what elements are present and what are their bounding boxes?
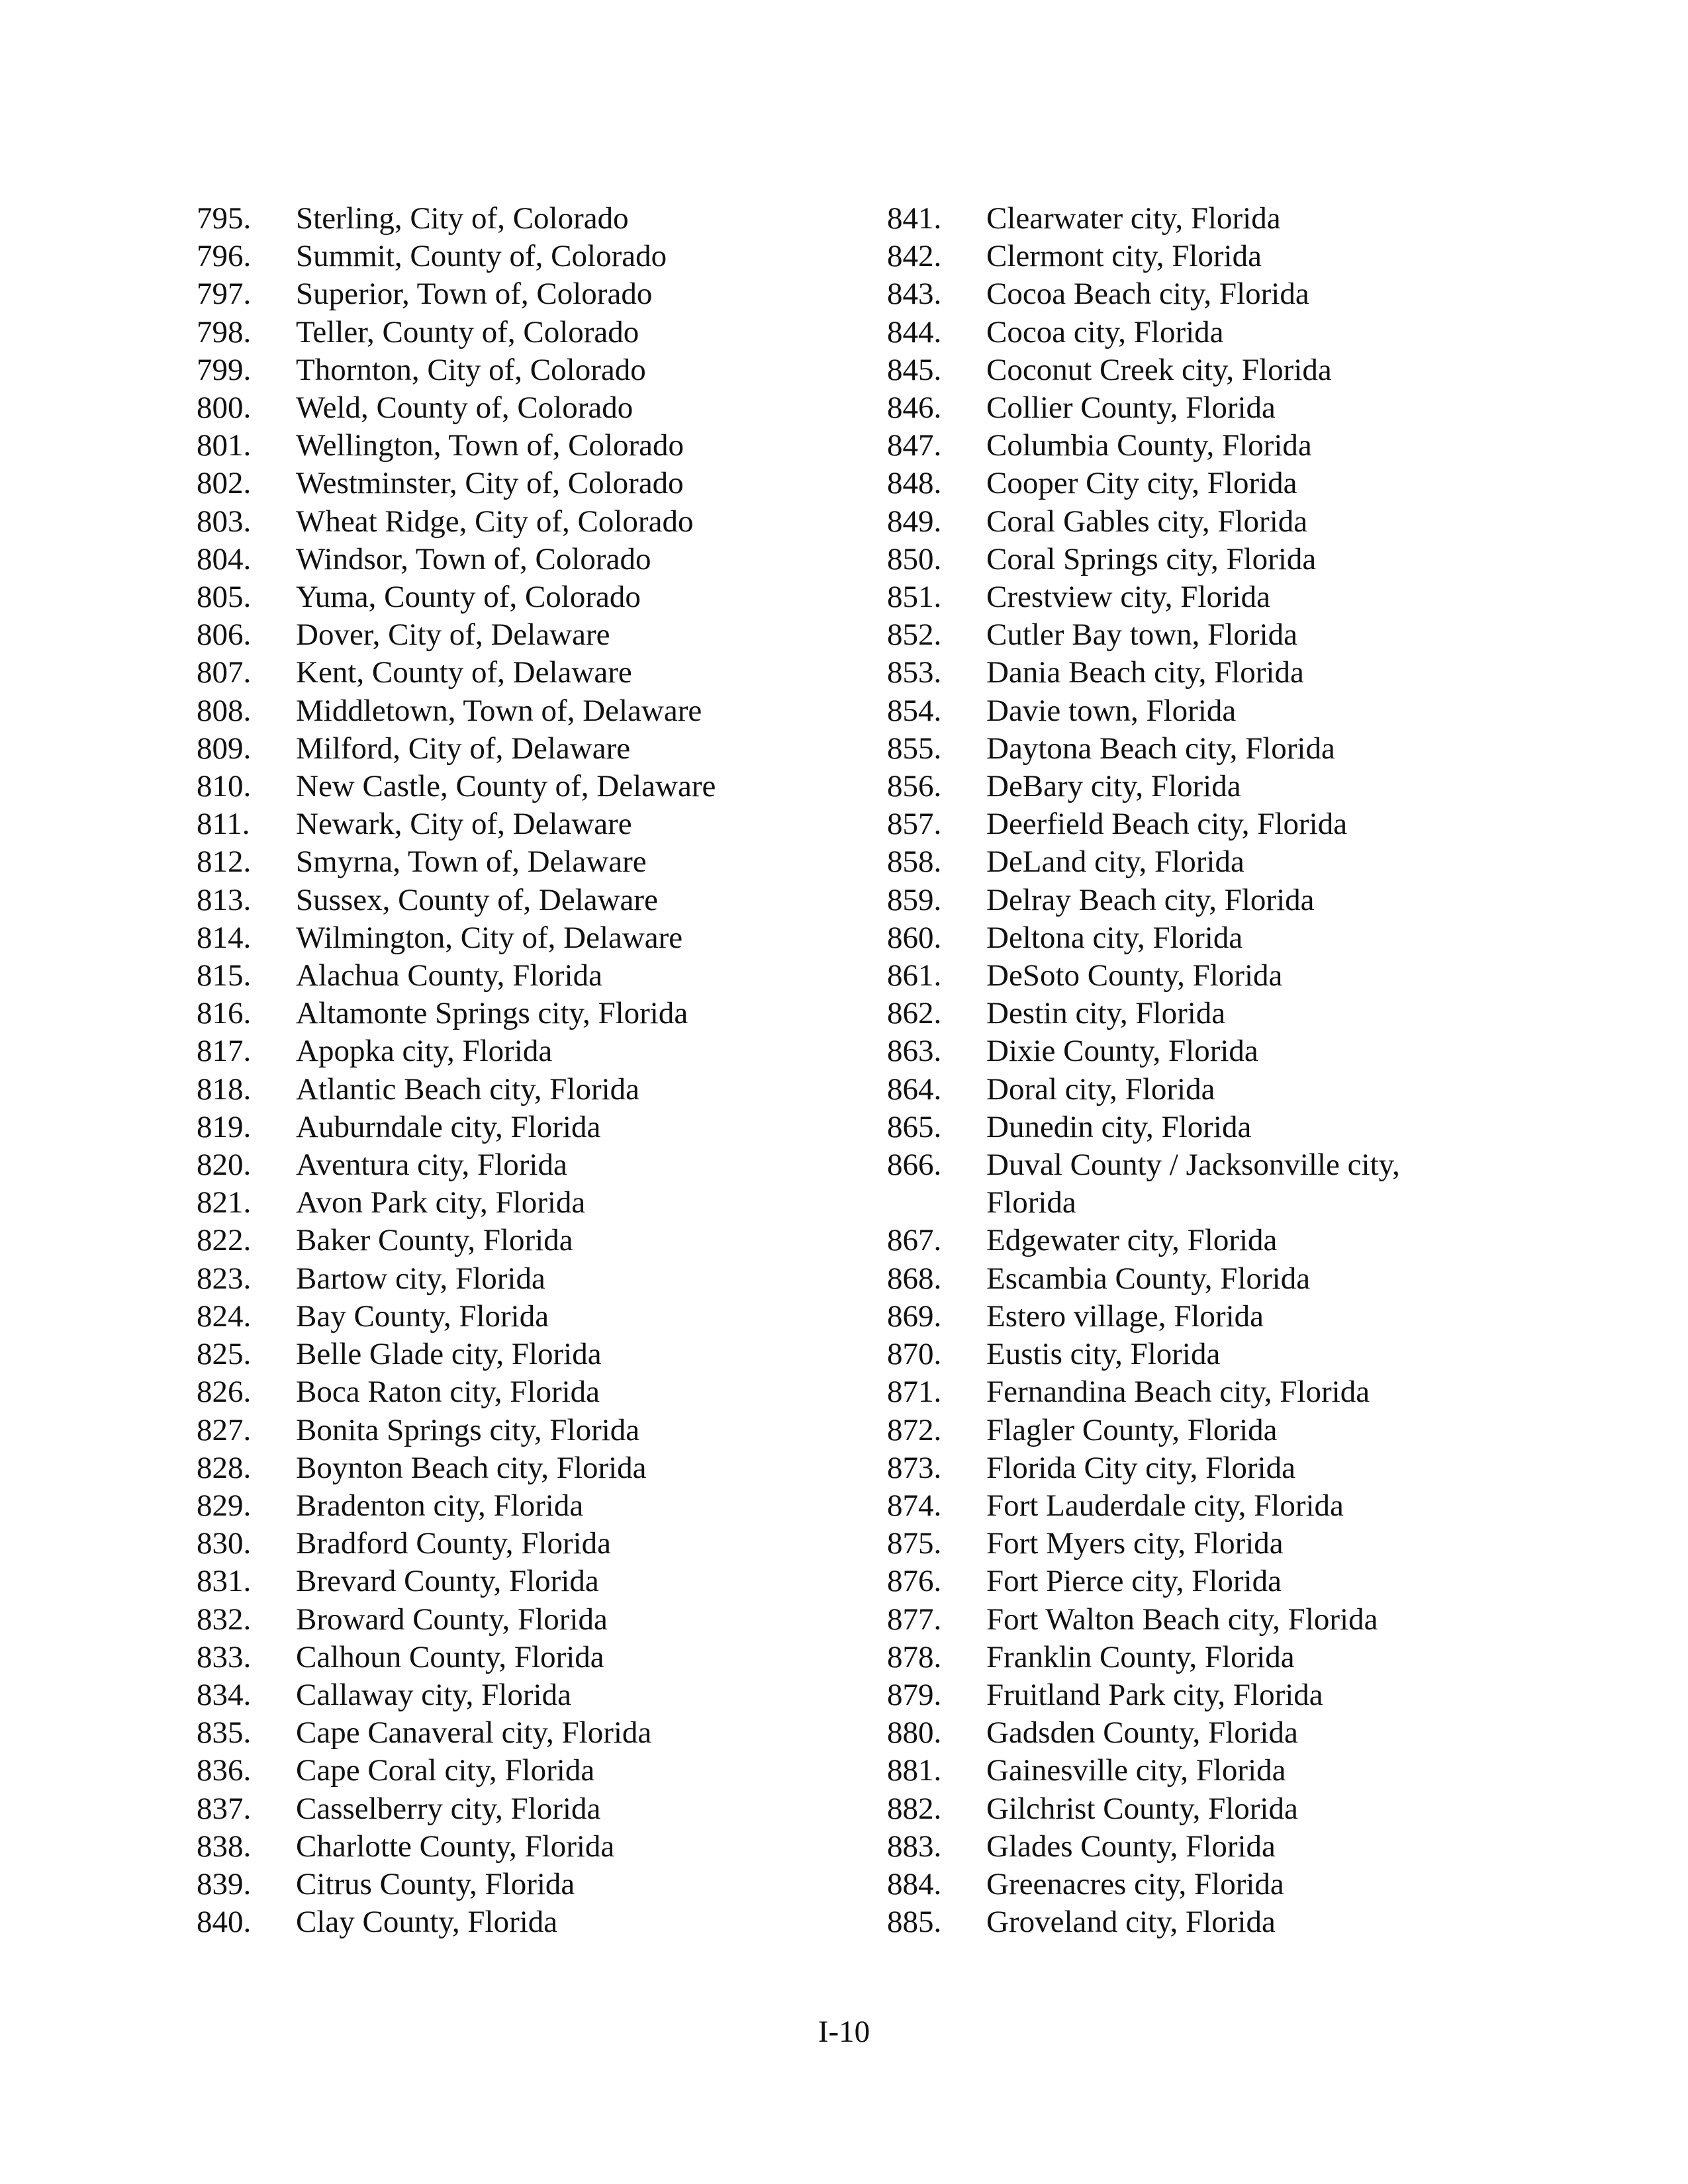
item-number: 838. — [197, 1829, 252, 1864]
item-name: Smyrna, Town of, Delaware — [296, 844, 647, 880]
item-name: Escambia County, Florida — [986, 1261, 1311, 1296]
item-number: 867. — [887, 1223, 942, 1258]
item-number: 808. — [197, 693, 252, 728]
item-name: Dixie County, Florida — [986, 1034, 1258, 1069]
list-column-right — [887, 200, 1615, 1941]
list-item — [887, 1676, 1615, 1714]
list-item — [887, 1790, 1615, 1828]
item-name: Davie town, Florida — [986, 693, 1237, 728]
item-number: 802. — [197, 466, 252, 501]
item-number: 856. — [887, 769, 942, 804]
item-number: 819. — [197, 1109, 252, 1144]
item-name: New Castle, County of, Delaware — [296, 769, 716, 804]
item-number: 847. — [887, 428, 942, 463]
list-item — [887, 503, 1615, 541]
item-number: 831. — [197, 1564, 252, 1599]
item-name: Thornton, City of, Colorado — [296, 352, 646, 387]
list-item — [197, 843, 925, 881]
item-number: 835. — [197, 1715, 252, 1751]
item-name: Citrus County, Florida — [296, 1866, 575, 1901]
item-name: Estero village, Florida — [986, 1298, 1264, 1334]
list-item — [197, 314, 925, 351]
list-item — [887, 1752, 1615, 1790]
item-name: Fernandina Beach city, Florida — [986, 1375, 1370, 1410]
item-number: 855. — [887, 731, 942, 766]
list-item — [887, 1298, 1615, 1336]
item-name: Coral Gables city, Florida — [986, 504, 1308, 539]
item-number: 854. — [887, 693, 942, 728]
list-item — [197, 1676, 925, 1714]
item-name: Clearwater city, Florida — [986, 201, 1281, 236]
item-number: 816. — [197, 996, 252, 1031]
item-number: 811. — [197, 807, 250, 842]
list-item — [197, 654, 925, 692]
list-item — [197, 1752, 925, 1790]
list-item — [197, 1109, 925, 1146]
item-name: Calhoun County, Florida — [296, 1639, 604, 1674]
list-item — [887, 578, 1615, 616]
item-name: Avon Park city, Florida — [296, 1185, 586, 1220]
item-number: 807. — [197, 655, 252, 690]
list-item — [887, 275, 1615, 313]
list-item — [197, 275, 925, 313]
list-item — [197, 1184, 925, 1222]
item-number: 881. — [887, 1753, 942, 1788]
item-number: 843. — [887, 277, 942, 312]
list-item — [197, 1639, 925, 1676]
item-name: Fruitland Park city, Florida — [986, 1677, 1323, 1712]
item-name: Summit, County of, Colorado — [296, 239, 667, 274]
item-name: Superior, Town of, Colorado — [296, 277, 653, 312]
list-item — [197, 768, 925, 805]
list-item — [197, 238, 925, 275]
item-name: Wilmington, City of, Delaware — [296, 920, 683, 955]
list-item — [197, 805, 925, 843]
item-number: 861. — [887, 958, 942, 993]
list-item — [887, 389, 1615, 427]
item-name: Deltona city, Florida — [986, 920, 1243, 955]
list-item — [197, 1071, 925, 1109]
item-name: Aventura city, Florida — [296, 1148, 567, 1183]
item-number: 884. — [887, 1866, 942, 1901]
list-item — [197, 503, 925, 541]
item-number: 813. — [197, 882, 252, 917]
item-number: 818. — [197, 1071, 252, 1107]
item-name: DeSoto County, Florida — [986, 958, 1283, 993]
item-name: Bay County, Florida — [296, 1298, 549, 1334]
item-name: Windsor, Town of, Colorado — [296, 541, 651, 576]
item-name: Dover, City of, Delaware — [296, 617, 610, 653]
item-number: 853. — [887, 655, 942, 690]
item-number: 874. — [887, 1488, 942, 1523]
item-name: Clay County, Florida — [296, 1905, 558, 1940]
list-item — [197, 1260, 925, 1298]
item-number: 869. — [887, 1298, 942, 1334]
list-item — [197, 1336, 925, 1373]
item-name: Fort Myers city, Florida — [986, 1526, 1284, 1561]
list-item — [197, 995, 925, 1032]
item-number: 859. — [887, 882, 942, 917]
item-name: DeBary city, Florida — [986, 769, 1241, 804]
item-number: 833. — [197, 1639, 252, 1674]
item-name: Westminster, City of, Colorado — [296, 466, 684, 501]
item-number: 805. — [197, 580, 252, 615]
item-number: 877. — [887, 1602, 942, 1637]
item-name-continued: Florida — [986, 1185, 1076, 1220]
item-name: Apopka city, Florida — [296, 1034, 553, 1069]
item-name: Glades County, Florida — [986, 1829, 1276, 1864]
item-number: 799. — [197, 352, 252, 387]
item-number: 821. — [197, 1185, 252, 1220]
item-name: Coconut Creek city, Florida — [986, 352, 1332, 387]
item-number: 828. — [197, 1450, 252, 1485]
item-name: Weld, County of, Colorado — [296, 390, 633, 426]
item-name: Alachua County, Florida — [296, 958, 602, 993]
list-item — [197, 465, 925, 502]
list-item — [887, 1866, 1615, 1903]
item-number: 809. — [197, 731, 252, 766]
item-number: 844. — [887, 314, 942, 349]
list-item — [887, 541, 1615, 578]
item-number: 823. — [197, 1261, 252, 1296]
item-name: Delray Beach city, Florida — [986, 882, 1315, 917]
item-name: Broward County, Florida — [296, 1602, 608, 1637]
item-number: 797. — [197, 277, 252, 312]
list-item — [197, 1412, 925, 1449]
list-item — [197, 1790, 925, 1828]
list-item — [197, 1714, 925, 1752]
list-item — [197, 1866, 925, 1903]
item-name: Cutler Bay town, Florida — [986, 617, 1297, 653]
item-name: Fort Lauderdale city, Florida — [986, 1488, 1344, 1523]
item-number: 858. — [887, 844, 942, 880]
item-number: 798. — [197, 314, 252, 349]
list-item — [887, 919, 1615, 957]
item-name: Bonita Springs city, Florida — [296, 1412, 640, 1447]
item-number: 840. — [197, 1905, 252, 1940]
list-item — [887, 882, 1615, 919]
item-number: 848. — [887, 466, 942, 501]
list-item — [887, 1412, 1615, 1449]
item-number: 875. — [887, 1526, 942, 1561]
list-item — [887, 200, 1615, 238]
item-name: DeLand city, Florida — [986, 844, 1244, 880]
item-number: 837. — [197, 1791, 252, 1826]
list-item — [197, 1032, 925, 1070]
item-name: Teller, County of, Colorado — [296, 314, 639, 349]
item-number: 814. — [197, 920, 252, 955]
item-name: Casselberry city, Florida — [296, 1791, 601, 1826]
list-item — [197, 1373, 925, 1411]
list-item — [197, 692, 925, 730]
item-name: Wheat Ridge, City of, Colorado — [296, 504, 694, 539]
item-number: 829. — [197, 1488, 252, 1523]
item-name: Coral Springs city, Florida — [986, 541, 1317, 576]
item-number: 839. — [197, 1866, 252, 1901]
item-name: Cocoa Beach city, Florida — [986, 277, 1309, 312]
list-item — [197, 882, 925, 919]
item-name: Gilchrist County, Florida — [986, 1791, 1298, 1826]
list-item — [197, 1222, 925, 1259]
list-item — [197, 730, 925, 768]
item-number: 870. — [887, 1337, 942, 1372]
item-name: Dania Beach city, Florida — [986, 655, 1304, 690]
list-item — [887, 768, 1615, 805]
item-number: 879. — [887, 1677, 942, 1712]
list-item — [887, 1146, 1615, 1222]
item-number: 873. — [887, 1450, 942, 1485]
list-item — [197, 1903, 925, 1941]
list-item — [887, 465, 1615, 502]
item-name: Wellington, Town of, Colorado — [296, 428, 684, 463]
item-name: Collier County, Florida — [986, 390, 1276, 426]
item-number: 860. — [887, 920, 942, 955]
list-item — [887, 1071, 1615, 1109]
list-item — [197, 919, 925, 957]
item-number: 880. — [887, 1715, 942, 1751]
item-number: 804. — [197, 541, 252, 576]
list-item — [887, 1563, 1615, 1600]
item-number: 795. — [197, 201, 252, 236]
item-number: 810. — [197, 769, 252, 804]
item-number: 846. — [887, 390, 942, 426]
item-number: 876. — [887, 1564, 942, 1599]
item-name: Cocoa city, Florida — [986, 314, 1224, 349]
item-name: Middletown, Town of, Delaware — [296, 693, 702, 728]
item-number: 885. — [887, 1905, 942, 1940]
item-number: 812. — [197, 844, 252, 880]
item-name: Clermont city, Florida — [986, 239, 1262, 274]
list-item — [887, 1639, 1615, 1676]
list-item — [197, 1525, 925, 1563]
list-item — [887, 1525, 1615, 1563]
item-name: Belle Glade city, Florida — [296, 1337, 602, 1372]
list-item — [197, 616, 925, 654]
list-item — [887, 1373, 1615, 1411]
list-item — [887, 238, 1615, 275]
item-name: Flagler County, Florida — [986, 1412, 1278, 1447]
item-name: Brevard County, Florida — [296, 1564, 599, 1599]
list-item — [197, 1487, 925, 1525]
item-number: 826. — [197, 1375, 252, 1410]
item-name: Florida City city, Florida — [986, 1450, 1295, 1485]
item-number: 836. — [197, 1753, 252, 1788]
item-name: Fort Pierce city, Florida — [986, 1564, 1282, 1599]
list-item — [197, 200, 925, 238]
item-name: Bradenton city, Florida — [296, 1488, 584, 1523]
item-name: Doral city, Florida — [986, 1071, 1215, 1107]
item-number: 864. — [887, 1071, 942, 1107]
item-number: 842. — [887, 239, 942, 274]
item-name: Franklin County, Florida — [986, 1639, 1295, 1674]
item-name: Altamonte Springs city, Florida — [296, 996, 688, 1031]
item-name: Dunedin city, Florida — [986, 1109, 1252, 1144]
list-item — [887, 805, 1615, 843]
item-name: Sterling, City of, Colorado — [296, 201, 629, 236]
list-item — [887, 1714, 1615, 1752]
item-name: Fort Walton Beach city, Florida — [986, 1602, 1378, 1637]
item-name: Greenacres city, Florida — [986, 1866, 1284, 1901]
item-number: 834. — [197, 1677, 252, 1712]
list-item — [887, 351, 1615, 389]
item-number: 849. — [887, 504, 942, 539]
item-number: 882. — [887, 1791, 942, 1826]
item-number: 827. — [197, 1412, 252, 1447]
item-number: 815. — [197, 958, 252, 993]
list-column-left — [197, 200, 925, 1941]
item-number: 852. — [887, 617, 942, 653]
item-number: 796. — [197, 239, 252, 274]
list-item — [887, 1601, 1615, 1639]
item-name: Edgewater city, Florida — [986, 1223, 1278, 1258]
item-name: Kent, County of, Delaware — [296, 655, 632, 690]
item-number: 817. — [197, 1034, 252, 1069]
list-item — [887, 314, 1615, 351]
item-number: 862. — [887, 996, 942, 1031]
list-item — [887, 1487, 1615, 1525]
item-name: Charlotte County, Florida — [296, 1829, 615, 1864]
list-item — [887, 1336, 1615, 1373]
list-item — [197, 957, 925, 995]
item-name: Auburndale city, Florida — [296, 1109, 601, 1144]
item-name: Newark, City of, Delaware — [296, 807, 632, 842]
item-name: Groveland city, Florida — [986, 1905, 1276, 1940]
item-name: Crestview city, Florida — [986, 580, 1271, 615]
item-number: 820. — [197, 1148, 252, 1183]
list-item — [887, 427, 1615, 465]
list-item — [887, 1032, 1615, 1070]
item-name: Cooper City city, Florida — [986, 466, 1297, 501]
item-name: Milford, City of, Delaware — [296, 731, 631, 766]
item-number: 866. — [887, 1148, 942, 1183]
item-number: 822. — [197, 1223, 252, 1258]
item-name: Bartow city, Florida — [296, 1261, 545, 1296]
list-item — [197, 578, 925, 616]
item-number: 872. — [887, 1412, 942, 1447]
item-name: Sussex, County of, Delaware — [296, 882, 658, 917]
list-item — [197, 1563, 925, 1600]
list-item — [887, 616, 1615, 654]
list-item — [197, 427, 925, 465]
list-item — [887, 957, 1615, 995]
list-item — [197, 541, 925, 578]
item-name: Daytona Beach city, Florida — [986, 731, 1335, 766]
list-item — [197, 1828, 925, 1866]
item-number: 865. — [887, 1109, 942, 1144]
item-number: 878. — [887, 1639, 942, 1674]
item-number: 832. — [197, 1602, 252, 1637]
item-name: Eustis city, Florida — [986, 1337, 1221, 1372]
item-number: 806. — [197, 617, 252, 653]
list-item — [887, 730, 1615, 768]
list-item — [887, 1260, 1615, 1298]
item-number: 830. — [197, 1526, 252, 1561]
item-number: 824. — [197, 1298, 252, 1334]
list-item — [197, 1146, 925, 1184]
page-number: I-10 — [818, 2015, 870, 2049]
list-item — [197, 1601, 925, 1639]
item-number: 845. — [887, 352, 942, 387]
list-item — [887, 692, 1615, 730]
list-item — [197, 389, 925, 427]
list-item — [197, 1298, 925, 1336]
item-number: 857. — [887, 807, 942, 842]
item-number: 801. — [197, 428, 252, 463]
item-name: Atlantic Beach city, Florida — [296, 1071, 640, 1107]
item-number: 883. — [887, 1829, 942, 1864]
item-name: Duval County / Jacksonville city, — [986, 1148, 1400, 1183]
list-item — [887, 1109, 1615, 1146]
item-number: 825. — [197, 1337, 252, 1372]
item-number: 871. — [887, 1375, 942, 1410]
item-name: Gadsden County, Florida — [986, 1715, 1298, 1751]
item-name: Baker County, Florida — [296, 1223, 573, 1258]
item-name: Boca Raton city, Florida — [296, 1375, 600, 1410]
item-number: 800. — [197, 390, 252, 426]
list-item — [887, 1828, 1615, 1866]
item-number: 851. — [887, 580, 942, 615]
item-name: Destin city, Florida — [986, 996, 1226, 1031]
item-number: 868. — [887, 1261, 942, 1296]
list-item — [197, 351, 925, 389]
item-number: 803. — [197, 504, 252, 539]
list-item — [197, 1449, 925, 1487]
item-name: Cape Coral city, Florida — [296, 1753, 595, 1788]
list-item — [887, 1449, 1615, 1487]
list-item — [887, 1903, 1615, 1941]
item-number: 841. — [887, 201, 942, 236]
item-number: 863. — [887, 1034, 942, 1069]
list-item — [887, 995, 1615, 1032]
item-name: Deerfield Beach city, Florida — [986, 807, 1348, 842]
item-name: Cape Canaveral city, Florida — [296, 1715, 652, 1751]
list-item — [887, 843, 1615, 881]
item-name: Boynton Beach city, Florida — [296, 1450, 647, 1485]
list-item — [887, 654, 1615, 692]
item-number: 850. — [887, 541, 942, 576]
list-item — [887, 1222, 1615, 1259]
item-name: Bradford County, Florida — [296, 1526, 612, 1561]
item-name: Callaway city, Florida — [296, 1677, 571, 1712]
item-name: Gainesville city, Florida — [986, 1753, 1286, 1788]
item-name: Columbia County, Florida — [986, 428, 1312, 463]
item-name: Yuma, County of, Colorado — [296, 580, 641, 615]
